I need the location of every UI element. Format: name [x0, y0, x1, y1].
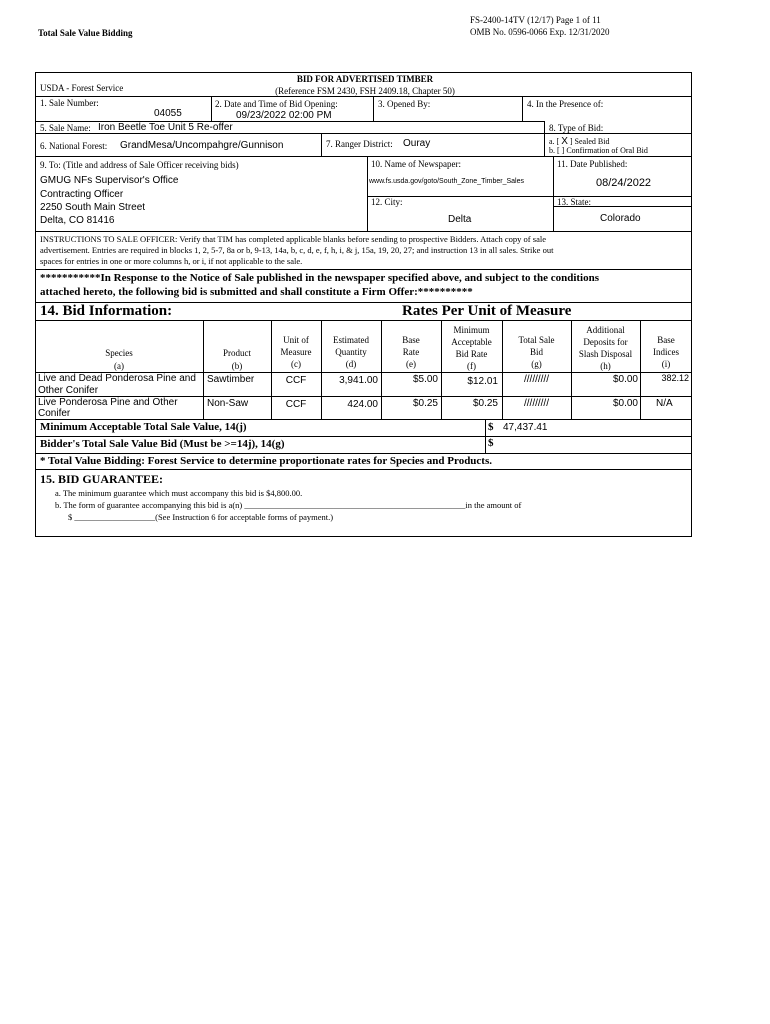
sale-officer-line-3[interactable]: 2250 South Main Street	[40, 202, 146, 213]
col-product-label: Product	[223, 348, 251, 358]
row-species-line-2: Other Conifer	[38, 385, 99, 396]
city-label: 12. City:	[371, 197, 403, 207]
date-published-label: 11. Date Published:	[557, 159, 628, 169]
col-quantity-label-2: Quantity	[335, 347, 367, 357]
national-forest-label: 6. National Forest:	[40, 141, 108, 151]
row-product: Sawtimber	[207, 374, 255, 385]
sale-officer-line-4[interactable]: Delta, CO 81416	[40, 215, 115, 226]
bidder-total-input[interactable]	[500, 437, 680, 452]
form-number: FS-2400-14TV (12/17) Page 1 of 11	[470, 15, 601, 25]
sealed-bid-prefix: a. [	[549, 137, 560, 146]
bidder-total-label: Bidder's Total Sale Value Bid (Must be >=14j), 14(g)	[40, 438, 285, 450]
row-species-line-1: Live Ponderosa Pine and Other	[38, 397, 178, 408]
col-total-bid-label: Total Sale	[518, 335, 555, 345]
bid-guarantee-title: 15. BID GUARANTEE:	[40, 472, 164, 486]
form-reference: (Reference FSM 2430, FSH 2409.18, Chapter 50)	[275, 86, 455, 96]
row-product: Non-Saw	[207, 398, 249, 409]
row-total-bid[interactable]: /////////	[523, 374, 549, 385]
row-species-line-2: Conifer	[38, 408, 71, 419]
min-total-currency: $	[488, 421, 494, 433]
row-unit: CCF	[285, 399, 307, 410]
total-value-note: * Total Value Bidding: Forest Service to determine proportionate rates for Species and Products.	[40, 455, 493, 467]
row-quantity: 424.00	[347, 399, 378, 410]
sale-officer-line-1[interactable]: GMUG NFs Supervisor's Office	[40, 175, 179, 186]
national-forest-value[interactable]: GrandMesa/Uncompahgre/Gunnison	[120, 140, 284, 151]
city-value[interactable]: Delta	[448, 214, 472, 225]
row-indices: N/A	[656, 398, 673, 409]
col-deposits-label: Deposits for	[583, 337, 628, 347]
state-label: 13. State:	[557, 197, 591, 207]
bid-opening-value[interactable]: 09/23/2022 02:00 PM	[236, 110, 332, 121]
bidder-total-currency: $	[488, 437, 494, 449]
bid-type-label: 8. Type of Bid:	[549, 123, 604, 133]
col-min-rate-label: Acceptable	[451, 337, 492, 347]
col-quantity-letter: (d)	[345, 359, 357, 369]
col-indices-label: Base	[657, 335, 675, 345]
col-indices-label-2: Indices	[653, 347, 679, 357]
sale-number-value[interactable]: 04055	[154, 108, 182, 119]
sale-name-label: 5. Sale Name:	[40, 123, 91, 133]
ranger-district-label: 7. Ranger District:	[326, 139, 393, 149]
opened-by-label: 3. Opened By:	[378, 99, 431, 109]
col-indices-letter: (i)	[661, 359, 671, 369]
bid-information-title: 14. Bid Information:	[40, 303, 173, 319]
date-published-value[interactable]: 08/24/2022	[596, 177, 652, 189]
col-deposits-label-2: Slash Disposal	[578, 349, 633, 359]
row-quantity: 3,941.00	[339, 375, 378, 386]
guarantee-line-a: a. The minimum guarantee which must accompany this bid is $4,800.00.	[55, 488, 303, 498]
col-product-letter: (b)	[231, 361, 243, 371]
col-deposits-label-0: Additional	[586, 325, 625, 335]
state-value[interactable]: Colorado	[600, 213, 641, 224]
col-base-rate-letter: (e)	[406, 359, 416, 369]
row-min-rate: $12.01	[467, 376, 498, 387]
row-species-line-1: Live and Dead Ponderosa Pine and	[38, 373, 196, 384]
row-deposit: $0.00	[612, 374, 638, 385]
col-total-bid-label-2: Bid	[529, 347, 543, 357]
col-min-rate-label-0: Minimum	[453, 325, 490, 335]
col-quantity-label: Estimated	[333, 335, 369, 345]
sealed-bid-checkmark: X	[561, 136, 568, 147]
row-unit: CCF	[285, 375, 307, 386]
sale-number-label: 1. Sale Number:	[40, 98, 99, 108]
firm-offer-line-1: ***********In Response to the Notice of Sale published in the newspaper specified above, and subject to the conditions	[40, 272, 600, 284]
col-min-rate-label-2: Bid Rate	[455, 349, 488, 359]
col-base-rate-label: Base	[402, 335, 420, 345]
row-base-rate: $0.25	[412, 398, 438, 409]
sealed-bid-label: ] Sealed Bid	[569, 137, 610, 146]
col-deposits-letter: (h)	[600, 361, 611, 371]
presence-label: 4. In the Presence of:	[527, 99, 604, 109]
row-base-rate: $5.00	[412, 374, 438, 385]
sale-name-value[interactable]: Iron Beetle Toe Unit 5 Re-offer	[98, 122, 233, 133]
guarantee-line-b[interactable]: b. The form of guarantee accompanying this bid is a(n) ____________________________________________________in the amount of	[55, 500, 522, 510]
newspaper-value[interactable]: www.fs.usda.gov/goto/South_Zone_Timber_Sales	[369, 178, 524, 185]
instructions-line-3: spaces for entries in one or more columns h, or i, if not applicable to the sale.	[40, 256, 303, 266]
omb-number: OMB No. 0596-0066 Exp. 12/31/2020	[470, 27, 610, 37]
sale-officer-line-2[interactable]: Contracting Officer	[40, 189, 124, 200]
min-total-value: 47,437.41	[503, 422, 548, 433]
col-unit-label-2: Measure	[280, 347, 312, 357]
oral-bid-option[interactable]: b. [ ] Confirmation of Oral Bid	[549, 146, 648, 155]
col-unit-label: Unit of	[283, 335, 309, 345]
instructions-line-1: INSTRUCTIONS TO SALE OFFICER: Verify that TIM has completed applicable blanks before sending to prospective Bidders. Attach copy of sale	[40, 234, 546, 244]
col-base-rate-label-2: Rate	[402, 347, 420, 357]
row-indices: 382.12	[661, 373, 689, 383]
row-min-rate: $0.25	[472, 398, 498, 409]
min-total-label: Minimum Acceptable Total Sale Value, 14(j)	[40, 421, 247, 433]
col-species-letter: (a)	[114, 361, 124, 371]
form-title: BID FOR ADVERTISED TIMBER	[296, 74, 434, 84]
ranger-district-value[interactable]: Ouray	[403, 138, 431, 149]
bid-opening-label: 2. Date and Time of Bid Opening:	[215, 99, 338, 109]
instructions-line-2: advertisement. Entries are required in blocks 1, 2, 5-7, 8a or b, 9-13, 14a, b, c, d, e, f, h, i, & j, 15a, 19, 20, 27; and instruction 13 in all sales. Strike out	[40, 245, 554, 255]
agency-label: USDA - Forest Service	[40, 83, 124, 93]
row-deposit: $0.00	[612, 398, 638, 409]
col-unit-letter: (c)	[291, 359, 301, 369]
row-total-bid[interactable]: /////////	[523, 398, 549, 409]
col-min-rate-letter: (f)	[467, 361, 476, 371]
col-total-bid-letter: (g)	[531, 359, 542, 369]
document-title: Total Sale Value Bidding	[38, 28, 133, 38]
col-species-label: Species	[105, 348, 133, 358]
newspaper-label: 10. Name of Newspaper:	[371, 159, 461, 169]
guarantee-amount-line[interactable]: $ ___________________(See Instruction 6 for acceptable forms of payment.)	[68, 512, 334, 522]
firm-offer-line-2: attached hereto, the following bid is submitted and shall constitute a Firm Offer:**********	[40, 286, 473, 298]
rates-title: Rates Per Unit of Measure	[402, 303, 572, 319]
sale-officer-label: 9. To: (Title and address of Sale Officer receiving bids)	[40, 160, 239, 170]
